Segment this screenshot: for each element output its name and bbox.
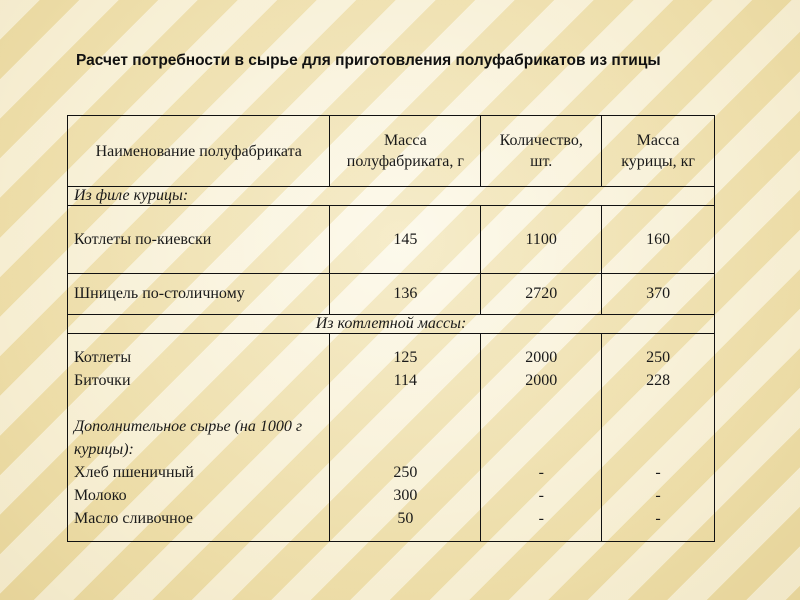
section-fillet-label: Из филе курицы: — [68, 187, 715, 206]
requirements-table — [67, 115, 715, 542]
header-quantity: Количество, шт. — [481, 116, 602, 187]
qty-cutlets: 2000 — [525, 348, 558, 366]
table-row — [68, 206, 715, 274]
header-name: Наименование полуфабриката — [68, 116, 330, 187]
cell-names-group — [68, 334, 330, 542]
table-row — [68, 334, 715, 542]
header-chicken-mass: Масса курицы, кг — [602, 116, 715, 187]
cell-chicken: 370 — [602, 274, 715, 315]
cell-quantity: 2720 — [481, 274, 602, 315]
qty-butter: - — [538, 509, 544, 527]
page-title: Расчет потребности в сырье для приготовления полуфабрикатов из птицы — [76, 52, 661, 69]
cell-chicken-group — [602, 334, 715, 542]
cell-mass: 145 — [330, 206, 481, 274]
extra-raw-label: Дополнительное сырье (на 1000 г курицы): — [74, 417, 303, 458]
mass-butter: 50 — [397, 509, 414, 527]
cell-mass-group — [330, 334, 481, 542]
chicken-bitochki: 228 — [646, 371, 671, 389]
section-row-mince — [68, 315, 715, 334]
qty-milk: - — [538, 486, 544, 504]
qty-bread: - — [538, 463, 544, 481]
header-mass: Масса полуфабриката, г — [330, 116, 481, 187]
table-header-row — [68, 116, 715, 187]
mass-cutlets: 125 — [393, 348, 418, 366]
chicken-butter: - — [655, 509, 661, 527]
mass-bitochki: 114 — [393, 371, 418, 389]
item-milk: Молоко — [74, 486, 127, 504]
item-bread: Хлеб пшеничный — [74, 463, 194, 481]
item-bitochki: Биточки — [74, 371, 131, 389]
mass-bread: 250 — [393, 463, 418, 481]
cell-quantity-group — [481, 334, 602, 542]
item-butter: Масло сливочное — [74, 509, 193, 527]
mass-milk: 300 — [393, 486, 418, 504]
chicken-cutlets: 250 — [646, 348, 671, 366]
section-row-fillet — [68, 187, 715, 206]
cell-name: Шницель по-столичному — [68, 274, 330, 315]
cell-name: Котлеты по-киевски — [68, 206, 330, 274]
cell-quantity: 1100 — [481, 206, 602, 274]
qty-bitochki: 2000 — [525, 371, 558, 389]
cell-chicken: 160 — [602, 206, 715, 274]
chicken-bread: - — [655, 463, 661, 481]
section-mince-label: Из котлетной массы: — [68, 315, 715, 334]
cell-mass: 136 — [330, 274, 481, 315]
item-cutlets: Котлеты — [74, 348, 132, 366]
chicken-milk: - — [655, 486, 661, 504]
table-row — [68, 274, 715, 315]
